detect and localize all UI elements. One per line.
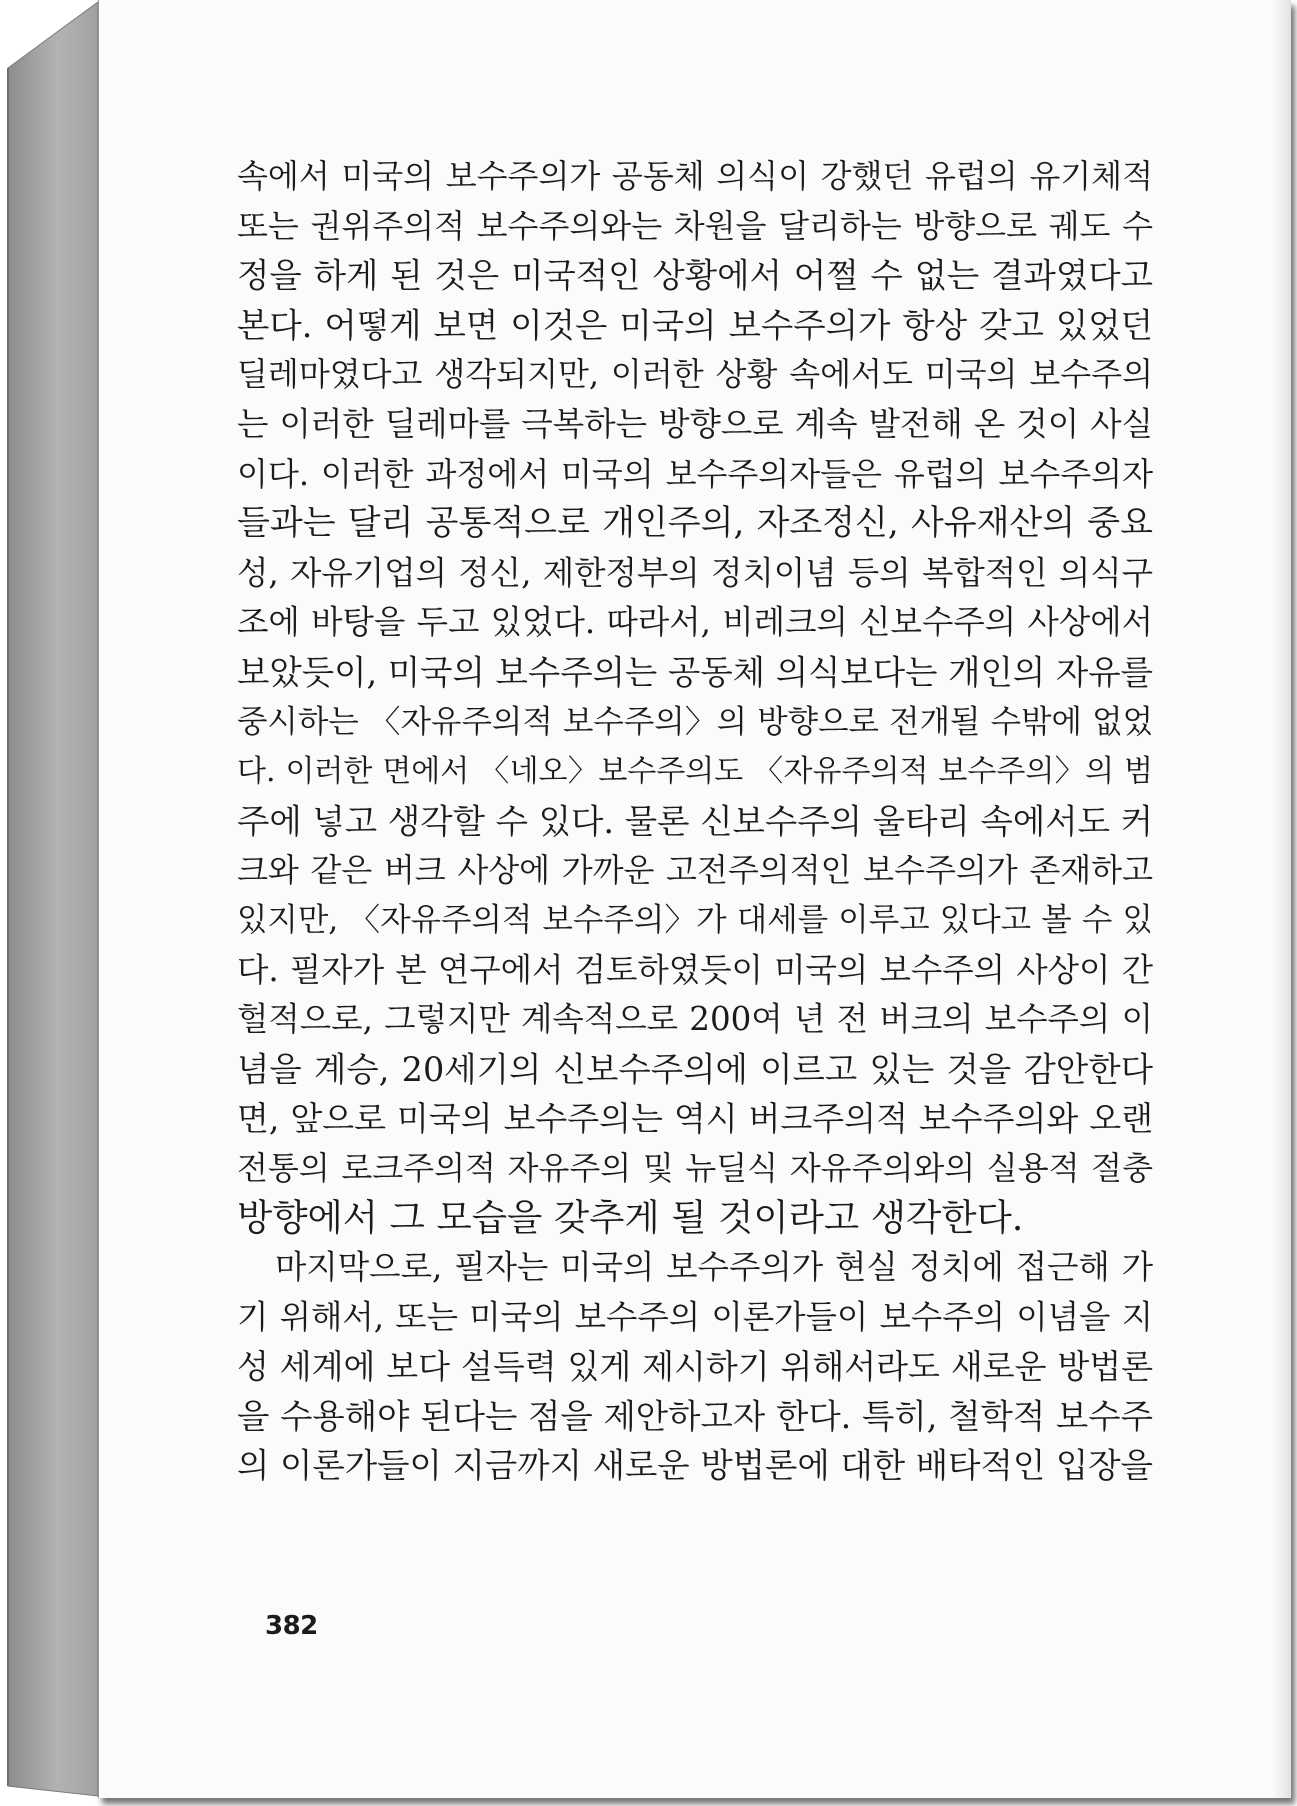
page-edge-shadow [1273, 0, 1291, 1798]
text-line: 조에 바탕을 두고 있었다. 따라서, 비레크의 신보수주의 사상에서 [237, 603, 1153, 642]
text-line: 기 위해서, 또는 미국의 보수주의 이론가들이 보수주의 이념을 지 [237, 1297, 1153, 1336]
text-line: 다. 필자가 본 연구에서 검토하였듯이 미국의 보수주의 사상이 간 [237, 950, 1153, 989]
text-line: 헐적으로, 그렇지만 계속적으로 200여 년 전 버크의 보수주의 이 [237, 1000, 1153, 1039]
text-line: 딜레마였다고 생각되지만, 이러한 상황 속에서도 미국의 보수주의 [237, 355, 1153, 394]
text-line: 주에 넣고 생각할 수 있다. 물론 신보수주의 울타리 속에서도 커 [237, 801, 1153, 841]
text-line: 성 세계에 보다 설득력 있게 제시하기 위해서라도 새로운 방법론 [237, 1347, 1153, 1387]
text-line: 들과는 달리 공통적으로 개인주의, 자조정신, 사유재산의 중요 [237, 503, 1153, 544]
text-line: 는 이러한 딜레마를 극복하는 방향으로 계속 발전해 온 것이 사실 [237, 404, 1153, 443]
text-line-paragraph-end: 방향에서 그 모습을 갖추게 될 것이라고 생각한다. [237, 1196, 1024, 1240]
text-line: 크와 같은 버크 사상에 가까운 고전주의적인 보수주의가 존재하고 [237, 851, 1153, 890]
text-line: 념을 계승, 20세기의 신보수주의에 이르고 있는 것을 감안한다 [237, 1049, 1153, 1089]
text-line: 다. 이러한 면에서 〈네오〉보수주의도 〈자유주의적 보수주의〉의 범 [237, 754, 1153, 790]
book-spine-graphic [0, 0, 100, 1806]
text-line: 의 이론가들이 지금까지 새로운 방법론에 대한 배타적인 입장을 [237, 1446, 1153, 1486]
body-text [237, 152, 1153, 1491]
text-line: 있지만, 〈자유주의적 보수주의〉가 대세를 이루고 있다고 볼 수 있 [237, 901, 1153, 938]
book-spine [0, 0, 100, 1806]
text-line: 면, 앞으로 미국의 보수주의는 역시 버크주의적 보수주의와 오랜 [237, 1099, 1153, 1139]
text-line: 본다. 어떻게 보면 이것은 미국의 보수주의가 항상 갖고 있었던 [237, 305, 1153, 345]
text-line: 또는 권위주의적 보수주의와는 차원을 달리하는 방향으로 궤도 수 [237, 206, 1153, 245]
page-number: 382 [265, 1611, 318, 1641]
text-line: 정을 하게 된 것은 미국적인 상황에서 어쩔 수 없는 결과였다고 [237, 256, 1153, 296]
text-line: 중시하는 〈자유주의적 보수주의〉의 방향으로 전개될 수밖에 없었 [237, 703, 1153, 740]
text-line: 을 수용해야 된다는 점을 제안하고자 한다. 특히, 철학적 보수주 [237, 1396, 1153, 1436]
text-line-paragraph-start: 마지막으로, 필자는 미국의 보수주의가 현실 정치에 접근해 가 [275, 1248, 1153, 1287]
text-line: 전통의 로크주의적 자유주의 및 뉴딜식 자유주의와의 실용적 절충 [237, 1148, 1153, 1187]
text-line: 이다. 이러한 과정에서 미국의 보수주의자들은 유럽의 보수주의자 [237, 454, 1153, 493]
text-line: 속에서 미국의 보수주의가 공동체 의식이 강했던 유럽의 유기체적 [237, 157, 1153, 195]
text-line: 보았듯이, 미국의 보수주의는 공동체 의식보다는 개인의 자유를 [237, 652, 1153, 692]
text-line: 성, 자유기업의 정신, 제한정부의 정치이념 등의 복합적인 의식구 [237, 553, 1153, 592]
book-page [98, 0, 1291, 1798]
